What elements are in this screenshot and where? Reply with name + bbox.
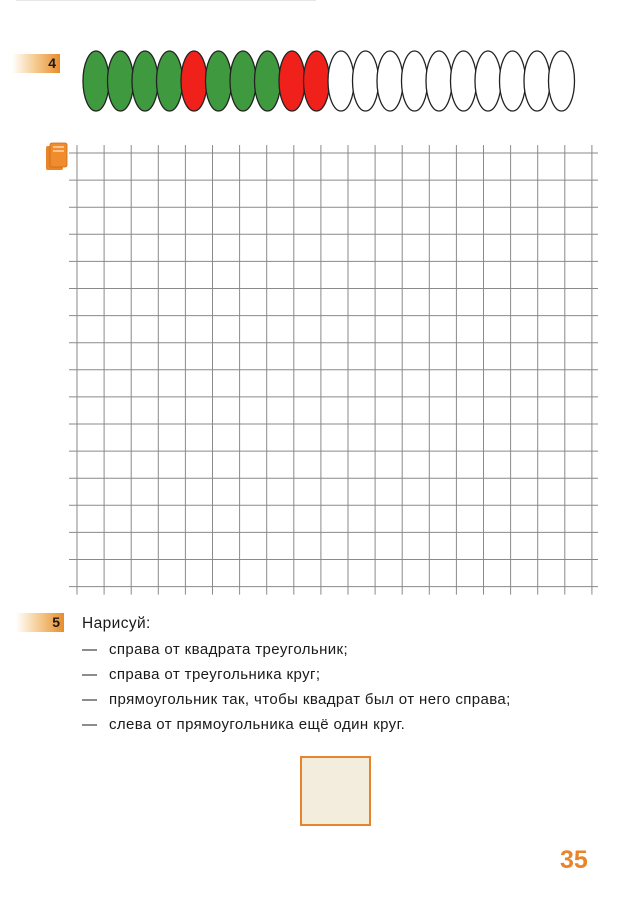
square-shape bbox=[300, 756, 371, 826]
white-bead bbox=[353, 51, 379, 111]
white-bead bbox=[377, 51, 403, 111]
green-bead bbox=[157, 51, 183, 111]
green-bead bbox=[230, 51, 256, 111]
instruction-text: справа от треугольника круг; bbox=[109, 666, 321, 683]
white-bead bbox=[402, 51, 428, 111]
instruction-item bbox=[82, 637, 612, 662]
task-4-badge bbox=[12, 54, 60, 73]
page-number: 35 bbox=[560, 846, 588, 874]
task-5-instructions bbox=[82, 611, 612, 737]
red-bead bbox=[181, 51, 207, 111]
instruction-item bbox=[82, 687, 612, 712]
dash: — bbox=[82, 691, 98, 708]
instruction-item bbox=[82, 712, 612, 737]
white-bead bbox=[500, 51, 526, 111]
red-bead bbox=[279, 51, 305, 111]
white-bead bbox=[475, 51, 501, 111]
green-bead bbox=[83, 51, 109, 111]
task-5-badge bbox=[16, 613, 64, 632]
green-bead bbox=[108, 51, 134, 111]
green-bead bbox=[255, 51, 281, 111]
task-5-number: 5 bbox=[52, 614, 60, 630]
red-bead bbox=[304, 51, 330, 111]
instruction-text: слева от прямоугольника ещё один круг. bbox=[109, 716, 406, 733]
task-5-heading: Нарисуй: bbox=[82, 615, 151, 632]
white-bead bbox=[451, 51, 477, 111]
task-4-number: 4 bbox=[48, 55, 56, 71]
white-bead bbox=[328, 51, 354, 111]
dash: — bbox=[82, 666, 98, 683]
green-bead bbox=[132, 51, 158, 111]
instruction-item bbox=[82, 662, 612, 687]
dash: — bbox=[82, 641, 98, 658]
white-bead bbox=[549, 51, 575, 111]
instruction-text: прямоугольник так, чтобы квадрат был от него справа; bbox=[109, 691, 511, 708]
instruction-text: справа от квадрата треугольник; bbox=[109, 641, 349, 658]
book-icon bbox=[44, 142, 70, 172]
green-bead bbox=[206, 51, 232, 111]
bead-row bbox=[82, 47, 582, 115]
white-bead bbox=[426, 51, 452, 111]
top-rule bbox=[16, 0, 316, 1]
white-bead bbox=[524, 51, 550, 111]
squared-grid[interactable] bbox=[68, 145, 598, 595]
dash: — bbox=[82, 716, 98, 733]
